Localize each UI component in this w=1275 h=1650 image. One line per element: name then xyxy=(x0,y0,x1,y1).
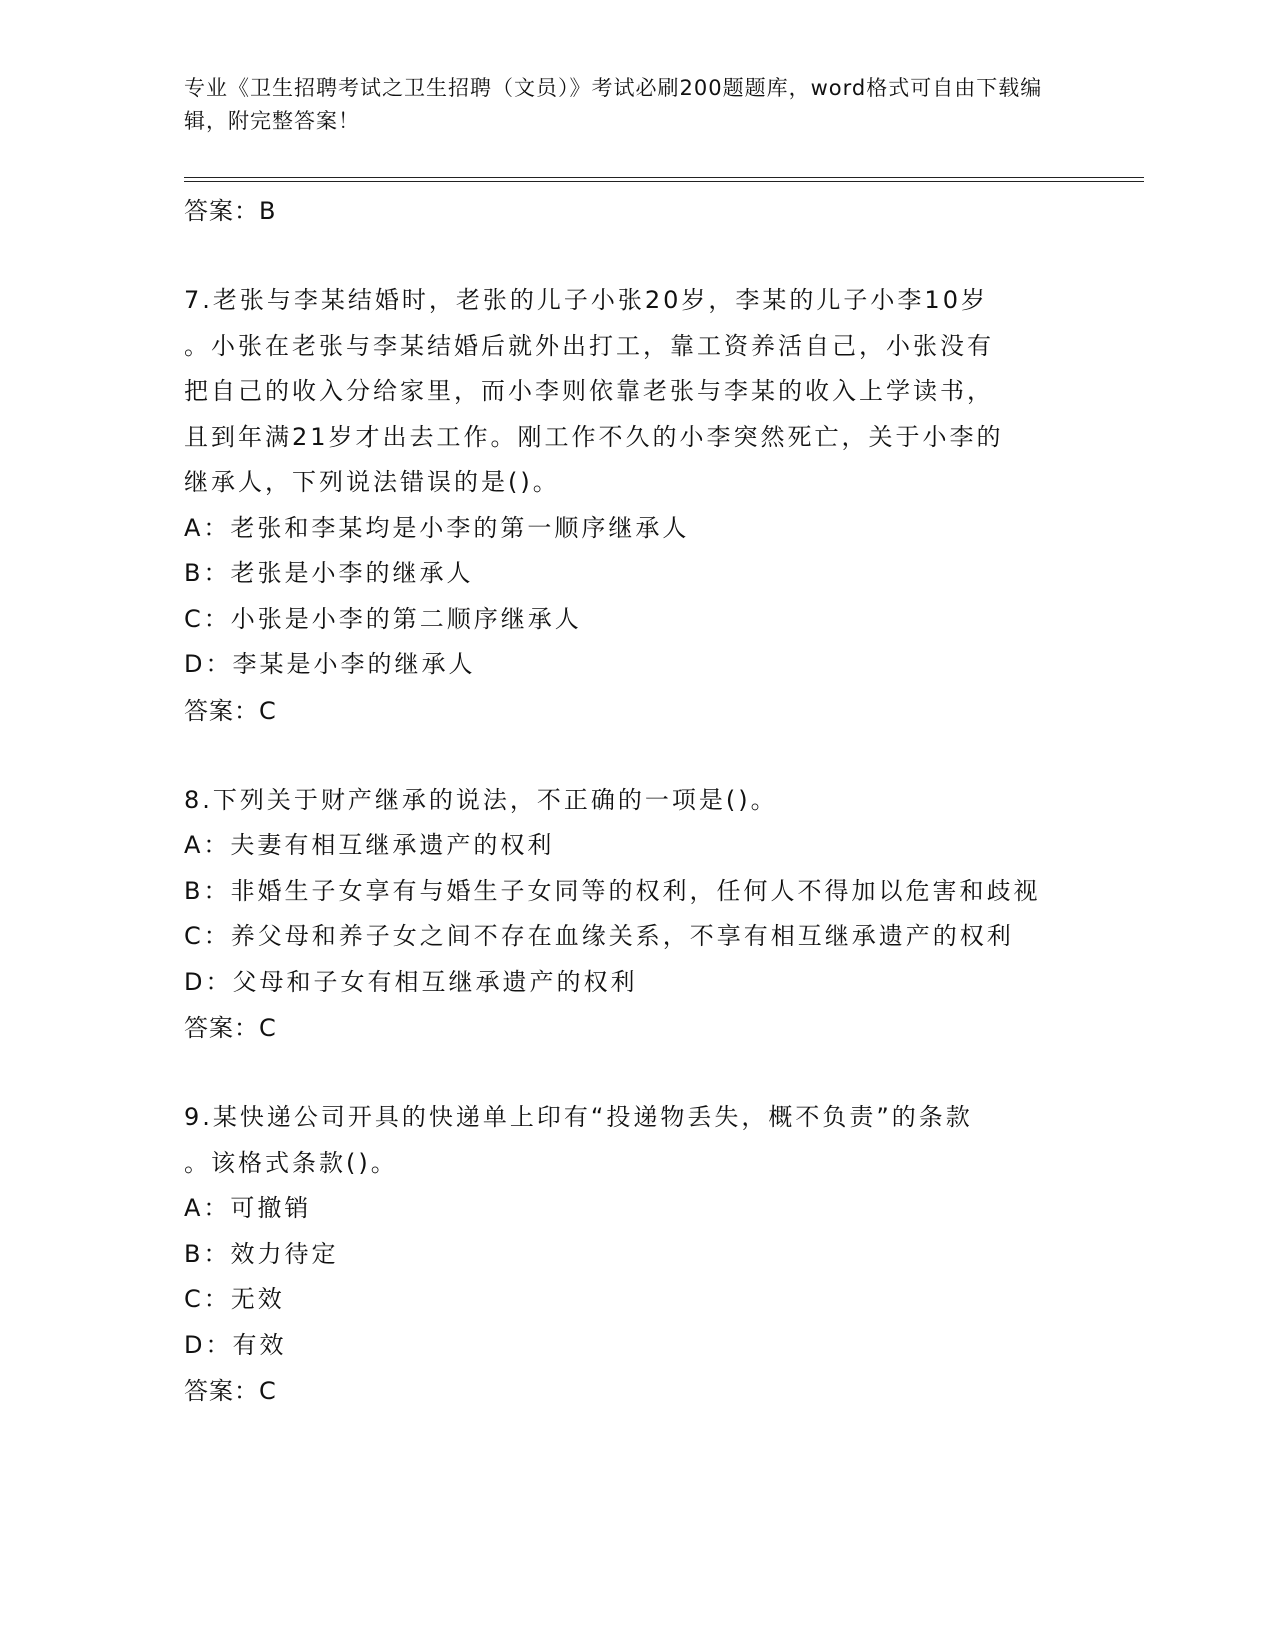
option-d: D：父母和子女有相互继承遗产的权利 xyxy=(184,967,638,996)
option-a: A：老张和李某均是小李的第一顺序继承人 xyxy=(184,513,690,542)
spacer xyxy=(184,734,1084,778)
document-header xyxy=(184,72,1064,138)
option-d: D：有效 xyxy=(184,1330,287,1359)
answer-line: 答案：C xyxy=(184,696,277,725)
question-line: 7.老张与李某结婚时，老张的儿子小张20岁，李某的儿子小李10岁 xyxy=(184,286,988,314)
answer-line: 答案：C xyxy=(184,1377,277,1405)
option-c: C：养父母和养子女之间不存在血缘关系，不享有相互继承遗产的权利 xyxy=(184,922,1014,950)
spacer xyxy=(184,234,1084,278)
question-line: 把自己的收入分给家里，而小李则依靠老张与李某的收入上学读书， xyxy=(184,377,994,405)
question-line: 8.下列关于财产继承的说法，不正确的一项是()。 xyxy=(184,785,778,814)
header-divider xyxy=(184,177,1144,178)
question-7 xyxy=(184,278,1084,734)
option-d: D：李某是小李的继承人 xyxy=(184,650,476,678)
option-b: B：非婚生子女享有与婚生子女同等的权利，任何人不得加以危害和歧视 xyxy=(184,876,1041,905)
question-list xyxy=(184,188,1084,1414)
question-line: 且到年满21岁才出去工作。刚工作不久的小李突然死亡，关于小李的 xyxy=(184,422,1004,451)
answer-line: 答案：C xyxy=(184,1014,277,1042)
spacer xyxy=(184,1051,1084,1095)
question-9 xyxy=(184,1095,1084,1414)
option-c: C：小张是小李的第二顺序继承人 xyxy=(184,604,582,633)
question-8 xyxy=(184,778,1084,1052)
option-a: A：夫妻有相互继承遗产的权利 xyxy=(184,831,555,859)
option-b: B：效力待定 xyxy=(184,1239,339,1268)
option-c: C：无效 xyxy=(184,1285,285,1313)
question-line: 继承人，下列说法错误的是()。 xyxy=(184,468,560,496)
header-divider-secondary xyxy=(184,181,1144,182)
header-intro-text: 专业《卫生招聘考试之卫生招聘（文员）》考试必刷200题题库，word格式可自由下载编辑，附完整答案！ xyxy=(184,76,1043,133)
option-a: A：可撤销 xyxy=(184,1194,312,1222)
question-line: 9.某快递公司开具的快递单上印有“投递物丢失，概不负责”的条款 xyxy=(184,1103,973,1131)
question-line: 。该格式条款()。 xyxy=(184,1148,398,1177)
previous-answer: 答案：B xyxy=(184,197,277,225)
question-line: 。小张在老张与李某结婚后就外出打工，靠工资养活自己，小张没有 xyxy=(184,331,994,360)
option-b: B：老张是小李的继承人 xyxy=(184,559,474,587)
